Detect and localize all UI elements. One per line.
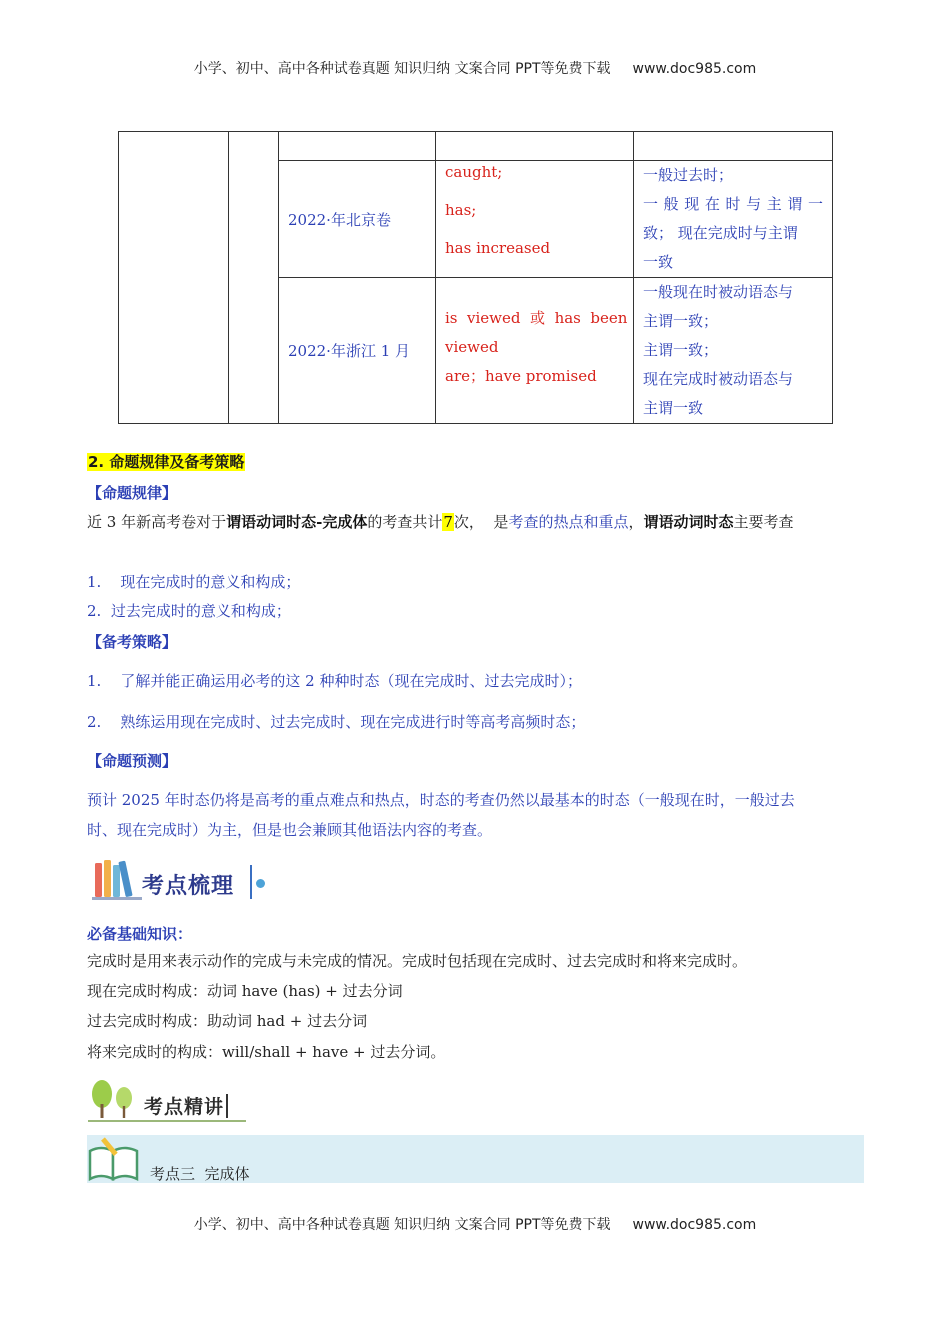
rules-heading: 【命题规律】 <box>87 484 178 502</box>
strategy-item: 2. 熟练运用现在完成时、过去完成时、现在完成进行时等高考高频时态； <box>87 713 586 731</box>
table-cell-year: 2022·年浙江 1 月 <box>279 278 436 424</box>
kaodian-box <box>87 1135 864 1183</box>
forecast-line: 时、现在完成时）为主，但是也会兼顾其他语法内容的考查。 <box>87 821 493 839</box>
strategy-heading: 【备考策略】 <box>87 633 178 651</box>
table-cell-point <box>634 161 833 278</box>
table-cell-answer <box>436 278 634 424</box>
answer-line: are；have promised <box>445 367 597 385</box>
para-text: 主要考查 <box>733 513 794 531</box>
section-title <box>87 452 245 472</box>
table-cell-blank <box>229 132 279 424</box>
point-line: 主谓一致； <box>643 312 719 330</box>
para-keyword: 谓语动词时态-完成体 <box>226 513 368 531</box>
banner-kaodian-shuli <box>92 857 272 903</box>
table-row <box>119 132 833 161</box>
table-cell-year: 2022·年北京卷 <box>279 161 436 278</box>
banner-dot <box>256 879 265 888</box>
basics-heading: 必备基础知识： <box>87 925 193 943</box>
banner-underline <box>88 1120 246 1122</box>
point-line: 致； 现在完成时与主谓 <box>643 224 798 242</box>
table-cell-blank <box>279 132 436 161</box>
table-cell-answer <box>436 161 634 278</box>
para-text: 次， 是 <box>453 513 509 531</box>
strategy-item: 1. 了解并能正确运用必考的这 2 种种时态（现在完成时、过去完成时）； <box>87 672 582 690</box>
banner-title: 考点梳理 <box>142 874 235 899</box>
para-keyword: 谓语动词时态 <box>643 513 734 531</box>
footer-url[interactable]: www.doc985.com <box>632 1217 757 1233</box>
point-line: 一般过去时； <box>643 166 734 184</box>
point-line: 一般现在时与主谓一 <box>643 195 823 213</box>
para-text: 的考查共计 <box>367 513 443 531</box>
point-line: 现在完成时被动语态与 <box>643 370 794 388</box>
banner-title: 考点精讲 <box>144 1096 225 1118</box>
forecast-heading: 【命题预测】 <box>87 752 178 770</box>
table-cell-blank <box>634 132 833 161</box>
basics-line: 完成时是用来表示动作的完成与未完成的情况。完成时包括现在完成时、过去完成时和将来完成时。 <box>87 952 748 970</box>
exam-table <box>118 131 833 424</box>
table-cell-blank <box>436 132 634 161</box>
point-line: 一般现在时被动语态与 <box>643 283 794 301</box>
basics-line: 现在完成时构成：动词 have (has) + 过去分词 <box>87 982 403 1000</box>
rules-item: 2. 过去完成时的意义和构成； <box>87 602 291 620</box>
forecast-line: 预计 2025 年时态仍将是高考的重点难点和热点，时态的考查仍然以最基本的时态（一般现在时，一般过去 <box>87 791 795 809</box>
site-header <box>0 58 950 78</box>
banner-kaodian-jingjiang <box>88 1078 248 1124</box>
para-highlight: 考查的热点和重点 <box>508 513 629 531</box>
kaodian-label: 考点三 完成体 <box>150 1165 250 1183</box>
basics-line: 过去完成时构成：助动词 had + 过去分词 <box>87 1012 368 1030</box>
table-cell-point <box>634 278 833 424</box>
footer-text: 小学、初中、高中各种试卷真题 知识归纳 文案合同 PPT等免费下载 <box>193 1217 611 1233</box>
books-icon <box>92 857 142 903</box>
header-text: 小学、初中、高中各种试卷真题 知识归纳 文案合同 PPT等免费下载 <box>193 61 611 77</box>
trees-icon <box>88 1078 138 1124</box>
answer-line: viewed <box>445 338 499 356</box>
answer-line: is viewed 或 has been <box>445 309 628 327</box>
answer-line: has; <box>445 201 477 219</box>
basics-line: 将来完成时的构成：will/shall + have + 过去分词。 <box>87 1043 446 1061</box>
answer-line: has increased <box>445 239 551 257</box>
banner-bar <box>250 865 252 899</box>
banner-bar <box>226 1094 228 1118</box>
table-cell-blank <box>119 132 229 424</box>
answer-line: caught; <box>445 163 503 181</box>
point-line: 一致 <box>643 253 674 271</box>
para-count: 7 <box>443 513 453 531</box>
para-text: 近 3 年新高考卷对于 <box>87 513 227 531</box>
rules-paragraph <box>87 512 794 532</box>
point-line: 主谓一致 <box>643 399 704 417</box>
point-line: 主谓一致； <box>643 341 719 359</box>
site-footer <box>0 1214 950 1234</box>
section-title-text: 2. 命题规律及备考策略 <box>88 453 245 471</box>
header-url[interactable]: www.doc985.com <box>632 61 757 77</box>
notebook-pencil-icon <box>87 1135 143 1181</box>
para-text: ， <box>628 513 644 531</box>
rules-item: 1. 现在完成时的意义和构成； <box>87 573 301 591</box>
